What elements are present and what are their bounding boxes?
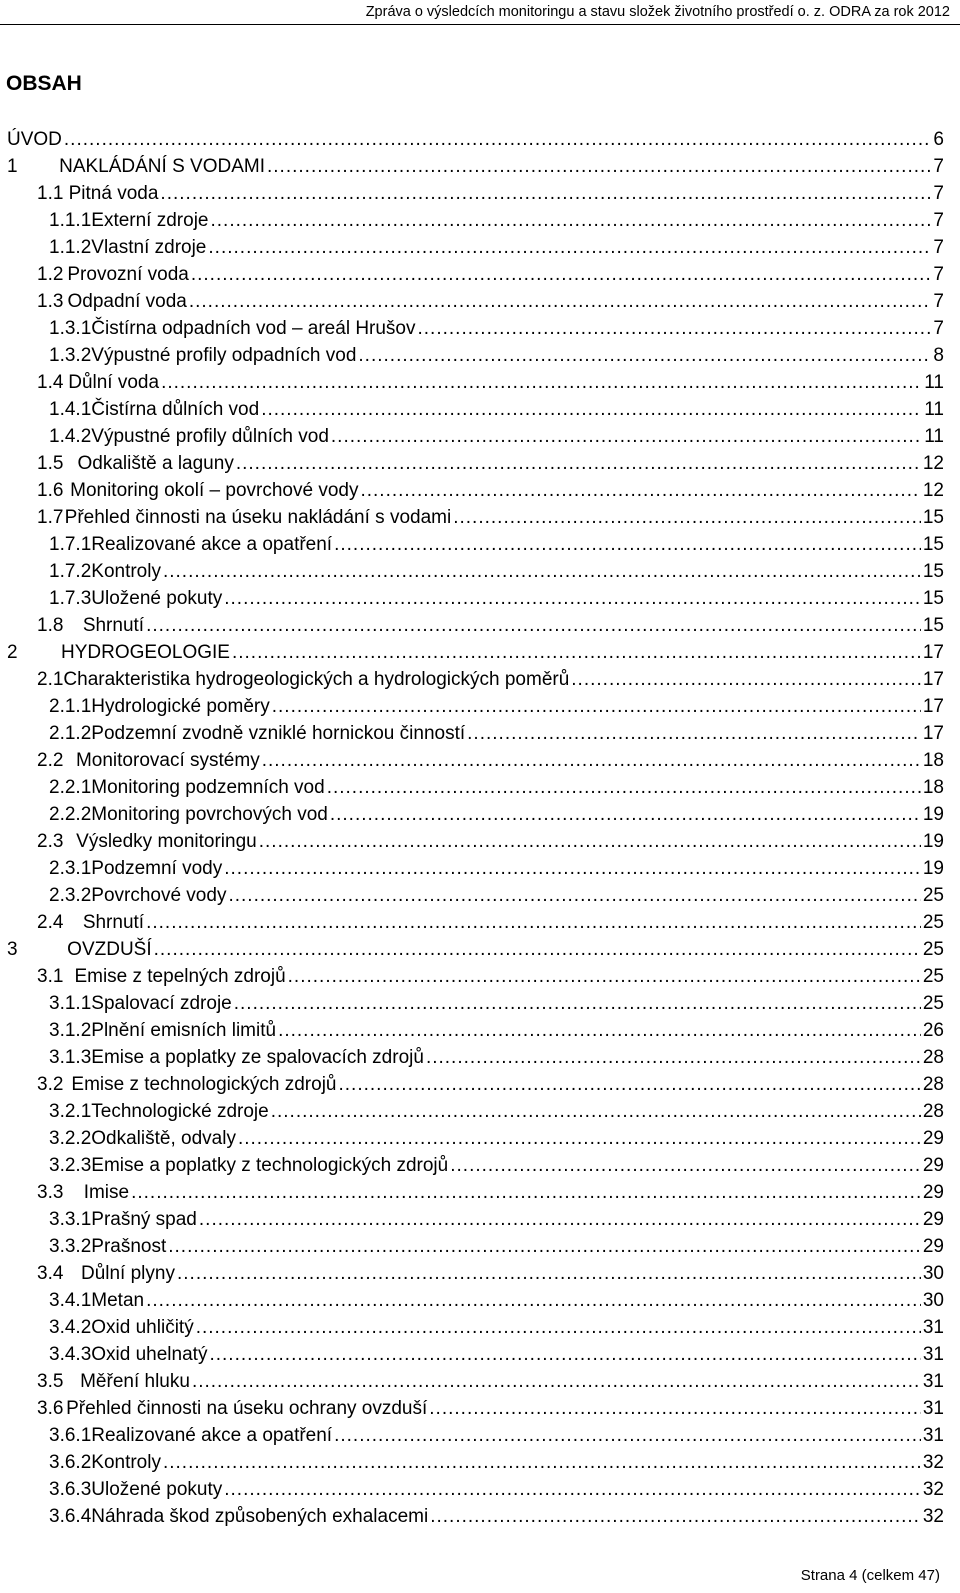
toc-entry-title: NAKLÁDÁNÍ S VODAMI <box>59 156 265 177</box>
running-header: Zpráva o výsledcích monitoringu a stavu složek životního prostředí o. z. ODRA za rok 2012 <box>365 4 950 20</box>
toc-entry-page: 31 <box>922 1371 944 1392</box>
toc-entry-page: 25 <box>922 993 944 1014</box>
toc-dot-leader <box>261 396 922 423</box>
toc-dot-leader <box>154 936 921 963</box>
toc-entry[interactable] <box>7 180 944 207</box>
toc-entry[interactable] <box>7 882 944 909</box>
toc-entry-number: 1.4.1 <box>49 399 92 420</box>
toc-entry-page: 12 <box>922 480 944 501</box>
toc-entry[interactable] <box>7 1449 944 1476</box>
toc-entry-number: 3.6 <box>37 1398 64 1419</box>
toc-entry-number: 2.2.1 <box>49 777 92 798</box>
toc-dot-leader <box>430 1503 921 1530</box>
toc-entry[interactable] <box>7 828 944 855</box>
toc-entry-title: Oxid uhličitý <box>91 1317 194 1338</box>
toc-entry-title: Prašnost <box>91 1236 167 1257</box>
toc-dot-leader <box>467 720 921 747</box>
toc-entry-number: 1.4 <box>37 372 64 393</box>
toc-entry[interactable] <box>7 747 944 774</box>
toc-entry-number: 3.6.2 <box>49 1452 92 1473</box>
toc-entry-title: Shrnutí <box>82 912 145 933</box>
toc-entry-title: Hydrologické poměry <box>91 696 270 717</box>
toc-entry-page: 28 <box>922 1047 944 1068</box>
toc-entry[interactable] <box>7 1314 944 1341</box>
toc-entry-page: 32 <box>922 1506 944 1527</box>
toc-entry-page: 7 <box>933 183 944 204</box>
toc-dot-leader <box>196 1314 921 1341</box>
toc-entry[interactable] <box>7 396 944 423</box>
toc-entry-number: 1.5 <box>37 453 64 474</box>
toc-dot-leader <box>163 1449 921 1476</box>
toc-entry-page: 25 <box>922 966 944 987</box>
toc-entry-title: Čistírna důlních vod <box>91 399 260 420</box>
toc-entry[interactable] <box>7 774 944 801</box>
toc-dot-leader <box>177 1260 921 1287</box>
toc-dot-leader <box>330 801 921 828</box>
toc-entry-title: Metan <box>91 1290 145 1311</box>
toc-entry-page: 29 <box>922 1155 944 1176</box>
toc-dot-leader <box>278 1017 921 1044</box>
toc-entry-number: 2.3.2 <box>49 885 92 906</box>
toc-dot-leader <box>168 1233 921 1260</box>
toc-entry-number: 3.3 <box>37 1182 64 1203</box>
toc-entry-page: 15 <box>922 588 944 609</box>
toc-entry[interactable] <box>7 315 944 342</box>
toc-dot-leader <box>571 666 921 693</box>
toc-dot-leader <box>146 909 921 936</box>
toc-entry[interactable] <box>7 720 944 747</box>
toc-entry-page: 7 <box>933 264 944 285</box>
toc-entry-number: 1.1 <box>37 183 64 204</box>
toc-dot-leader <box>234 990 921 1017</box>
toc-entry-page: 32 <box>922 1452 944 1473</box>
toc-entry-page: 25 <box>922 912 944 933</box>
toc-entry-page: 29 <box>922 1128 944 1149</box>
toc-entry[interactable] <box>7 801 944 828</box>
toc-entry[interactable] <box>7 423 944 450</box>
toc-entry-number: 3.1 <box>37 966 64 987</box>
toc-dot-leader <box>232 639 921 666</box>
toc-entry-title: Měření hluku <box>80 1371 190 1392</box>
toc-entry-page: 31 <box>922 1425 944 1446</box>
toc-entry-number: 1.7.1 <box>49 534 92 555</box>
toc-entry-title: Technologické zdroje <box>91 1101 269 1122</box>
toc-dot-leader <box>288 963 921 990</box>
toc-entry-page: 29 <box>922 1236 944 1257</box>
toc-entry-number: 3.4.2 <box>49 1317 92 1338</box>
toc-entry-title: Monitoring okolí – povrchové vody <box>70 480 359 501</box>
toc-entry-number: 3.4 <box>37 1263 64 1284</box>
toc-dot-leader <box>146 1287 921 1314</box>
toc-dot-leader <box>327 774 921 801</box>
toc-entry-page: 32 <box>922 1479 944 1500</box>
toc-entry-title: Důlní voda <box>68 372 160 393</box>
toc-entry-title: Vlastní zdroje <box>91 237 207 258</box>
toc-entry[interactable] <box>7 1044 944 1071</box>
toc-entry[interactable] <box>7 1233 944 1260</box>
toc-entry-number: 2.1 <box>37 669 64 690</box>
toc-entry[interactable] <box>7 1341 944 1368</box>
toc-entry-number: 1.3.1 <box>49 318 92 339</box>
toc-entry-page: 19 <box>922 804 944 825</box>
toc-entry-number: 1.4.2 <box>49 426 92 447</box>
page-footer: Strana 4 (celkem 47) <box>800 1567 940 1584</box>
toc-entry-number: 2.2 <box>37 750 64 771</box>
toc-dot-leader <box>160 180 931 207</box>
toc-entry[interactable] <box>7 909 944 936</box>
toc-entry[interactable] <box>7 693 944 720</box>
toc-entry-number: 3.3.2 <box>49 1236 92 1257</box>
toc-entry-title: Charakteristika hydrogeologických a hydrologických poměrů <box>63 669 570 690</box>
toc-entry-page: 31 <box>922 1317 944 1338</box>
toc-entry-number: 1.7 <box>37 507 64 528</box>
toc-entry[interactable] <box>7 612 944 639</box>
toc-entry-number: 3.1.3 <box>49 1047 92 1068</box>
toc-entry-title: Odpadní voda <box>67 291 187 312</box>
toc-entry[interactable] <box>7 963 944 990</box>
toc-entry-page: 17 <box>922 723 944 744</box>
toc-entry-title: ÚVOD <box>7 129 62 150</box>
toc-entry-number: 3 <box>7 939 18 960</box>
header-rule <box>0 24 960 25</box>
toc-entry[interactable] <box>7 531 944 558</box>
toc-entry-number: 3.2.3 <box>49 1155 92 1176</box>
toc-entry-title: Pitná voda <box>68 183 159 204</box>
toc-entry-number: 2.2.2 <box>49 804 92 825</box>
toc-dot-leader <box>418 315 932 342</box>
toc-entry[interactable] <box>7 1206 944 1233</box>
toc-entry-number: 3.6.3 <box>49 1479 92 1500</box>
toc-entry-title: Emise z technologických zdrojů <box>71 1074 337 1095</box>
toc-entry-title: Monitoring povrchových vod <box>91 804 328 825</box>
toc-entry-number: 3.2 <box>37 1074 64 1095</box>
toc-entry-number: 3.2.1 <box>49 1101 92 1122</box>
toc-entry-title: Imise <box>83 1182 130 1203</box>
toc-entry-title: Emise z tepelných zdrojů <box>74 966 286 987</box>
toc-entry-title: OVZDUŠÍ <box>67 939 152 960</box>
toc-entry-title: Výpustné profily důlních vod <box>91 426 329 447</box>
toc-entry-number: 1.6 <box>37 480 64 501</box>
toc-entry[interactable] <box>7 342 944 369</box>
toc-entry[interactable] <box>7 207 944 234</box>
toc-entry-title: Plnění emisních limitů <box>91 1020 277 1041</box>
toc-dot-leader <box>64 126 932 153</box>
toc-entry-page: 15 <box>922 534 944 555</box>
toc-entry-page: 11 <box>924 372 944 393</box>
toc-entry[interactable] <box>7 1287 944 1314</box>
toc-dot-leader <box>236 450 921 477</box>
toc-entry[interactable] <box>7 504 944 531</box>
toc-entry[interactable] <box>7 666 944 693</box>
toc-entry-page: 7 <box>933 318 944 339</box>
toc-entry-title: Realizované akce a opatření <box>91 534 333 555</box>
toc-entry-number: 1.3 <box>37 291 64 312</box>
toc-entry-page: 28 <box>922 1101 944 1122</box>
toc-dot-leader <box>272 693 921 720</box>
toc-entry-page: 17 <box>922 642 944 663</box>
toc-entry[interactable] <box>7 1098 944 1125</box>
toc-entry-title: Náhrada škod způsobených exhalacemi <box>91 1506 429 1527</box>
toc-entry-page: 25 <box>922 885 944 906</box>
toc-entry[interactable] <box>7 558 944 585</box>
toc-entry-number: 3.4.1 <box>49 1290 92 1311</box>
toc-entry-page: 7 <box>933 210 944 231</box>
toc-entry-page: 29 <box>922 1209 944 1230</box>
toc-dot-leader <box>208 234 931 261</box>
toc-entry-page: 15 <box>922 507 944 528</box>
toc-entry-page: 8 <box>933 345 944 366</box>
toc-entry-number: 2.3.1 <box>49 858 92 879</box>
toc-entry-page: 11 <box>924 399 944 420</box>
toc-dot-leader <box>224 1476 921 1503</box>
toc-dot-leader <box>360 477 920 504</box>
page-title: OBSAH <box>6 72 82 95</box>
toc-entry[interactable] <box>7 153 944 180</box>
toc-entry[interactable] <box>7 450 944 477</box>
toc-entry[interactable] <box>7 1125 944 1152</box>
toc-entry[interactable] <box>7 639 944 666</box>
toc-entry-number: 1.1.1 <box>49 210 92 231</box>
toc-entry-page: 12 <box>922 453 944 474</box>
toc-dot-leader <box>161 369 922 396</box>
toc-entry-page: 26 <box>922 1020 944 1041</box>
toc-entry-page: 25 <box>922 939 944 960</box>
toc-dot-leader <box>192 1368 921 1395</box>
toc-entry[interactable] <box>7 1017 944 1044</box>
toc-entry-number: 3.1.1 <box>49 993 92 1014</box>
toc-entry-page: 17 <box>922 696 944 717</box>
toc-entry[interactable] <box>7 288 944 315</box>
toc-dot-leader <box>334 1422 921 1449</box>
toc-entry[interactable] <box>7 126 944 153</box>
toc-entry-page: 31 <box>922 1344 944 1365</box>
toc-entry-title: Provozní voda <box>67 264 189 285</box>
toc-entry-title: Externí zdroje <box>91 210 209 231</box>
toc-entry-page: 11 <box>924 426 944 447</box>
toc-entry-number: 1.1.2 <box>49 237 92 258</box>
toc-dot-leader <box>238 1125 921 1152</box>
toc-entry[interactable] <box>7 1152 944 1179</box>
toc-dot-leader <box>453 504 921 531</box>
toc-dot-leader <box>163 558 921 585</box>
toc-entry-page: 7 <box>933 156 944 177</box>
toc-entry-number: 1.7.3 <box>49 588 92 609</box>
toc-entry-number: 1.7.2 <box>49 561 92 582</box>
toc-entry-title: Uložené pokuty <box>91 588 223 609</box>
toc-entry-title: Důlní plyny <box>80 1263 175 1284</box>
toc-entry-title: Oxid uhelnatý <box>91 1344 208 1365</box>
toc-entry-title: Emise a poplatky ze spalovacích zdrojů <box>91 1047 424 1068</box>
toc-entry-page: 18 <box>922 777 944 798</box>
toc-dot-leader <box>199 1206 921 1233</box>
toc-entry-page: 18 <box>922 750 944 771</box>
toc-entry-number: 3.1.2 <box>49 1020 92 1041</box>
toc-entry[interactable] <box>7 855 944 882</box>
toc-entry-number: 2.1.2 <box>49 723 92 744</box>
toc-entry-title: HYDROGEOLOGIE <box>61 642 230 663</box>
toc-entry-page: 31 <box>922 1398 944 1419</box>
toc-entry-number: 1.8 <box>37 615 64 636</box>
toc-entry-page: 30 <box>922 1290 944 1311</box>
toc-dot-leader <box>228 882 920 909</box>
toc-entry-number: 1.2 <box>37 264 64 285</box>
toc-entry-number: 3.5 <box>37 1371 64 1392</box>
toc-entry-title: Podzemní vody <box>91 858 223 879</box>
toc-entry-page: 28 <box>922 1074 944 1095</box>
toc-entry-title: Emise a poplatky z technologických zdrojů <box>91 1155 449 1176</box>
toc-dot-leader <box>191 261 932 288</box>
toc-dot-leader <box>267 153 931 180</box>
toc-entry-title: Čistírna odpadních vod – areál Hrušov <box>91 318 416 339</box>
toc-dot-leader <box>334 531 921 558</box>
toc-entry-title: Výpustné profily odpadních vod <box>91 345 357 366</box>
toc-entry[interactable] <box>7 990 944 1017</box>
toc-entry[interactable] <box>7 1368 944 1395</box>
toc-dot-leader <box>209 1341 920 1368</box>
toc-entry[interactable] <box>7 477 944 504</box>
toc-dot-leader <box>224 585 921 612</box>
toc-entry[interactable] <box>7 1503 944 1530</box>
toc-entry[interactable] <box>7 585 944 612</box>
toc-dot-leader <box>450 1152 921 1179</box>
toc-dot-leader <box>224 855 921 882</box>
toc-entry-number: 2.4 <box>37 912 64 933</box>
toc-entry-page: 19 <box>922 858 944 879</box>
toc-entry[interactable] <box>7 1260 944 1287</box>
toc-entry[interactable] <box>7 1071 944 1098</box>
toc-entry-page: 19 <box>922 831 944 852</box>
toc-entry-number: 1.3.2 <box>49 345 92 366</box>
toc-entry-title: Výsledky monitoringu <box>76 831 257 852</box>
toc-entry-number: 3.4.3 <box>49 1344 92 1365</box>
toc-dot-leader <box>429 1395 921 1422</box>
toc-entry-page: 29 <box>922 1182 944 1203</box>
toc-entry-page: 6 <box>933 129 944 150</box>
toc-dot-leader <box>211 207 932 234</box>
toc-dot-leader <box>271 1098 921 1125</box>
toc-entry-number: 2 <box>7 642 18 663</box>
toc-dot-leader <box>426 1044 921 1071</box>
toc-entry[interactable] <box>7 1476 944 1503</box>
toc-entry-page: 30 <box>922 1263 944 1284</box>
toc-entry-title: Monitoring podzemních vod <box>91 777 325 798</box>
table-of-contents <box>7 126 944 1530</box>
toc-entry-number: 2.1.1 <box>49 696 92 717</box>
toc-entry-number: 3.6.1 <box>49 1425 92 1446</box>
toc-entry[interactable] <box>7 1179 944 1206</box>
toc-dot-leader <box>358 342 931 369</box>
toc-entry-title: Přehled činnosti na úseku ochrany ovzduší <box>66 1398 428 1419</box>
toc-dot-leader <box>189 288 932 315</box>
toc-entry[interactable] <box>7 261 944 288</box>
toc-entry-number: 2.3 <box>37 831 64 852</box>
toc-entry-page: 7 <box>933 291 944 312</box>
toc-entry-title: Podzemní zvodně vzniklé hornickou činností <box>91 723 466 744</box>
toc-entry-title: Kontroly <box>91 1452 161 1473</box>
toc-dot-leader <box>259 828 921 855</box>
toc-entry-page: 15 <box>922 615 944 636</box>
toc-entry-page: 7 <box>933 237 944 258</box>
toc-entry[interactable] <box>7 936 944 963</box>
toc-entry[interactable] <box>7 1422 944 1449</box>
toc-entry-number: 3.2.2 <box>49 1128 92 1149</box>
toc-entry-title: Monitorovací systémy <box>75 750 260 771</box>
toc-dot-leader <box>262 747 921 774</box>
toc-entry-title: Povrchové vody <box>91 885 227 906</box>
toc-entry-title: Spalovací zdroje <box>91 993 232 1014</box>
toc-entry-title: Prašný spad <box>91 1209 197 1230</box>
toc-entry-number: 3.3.1 <box>49 1209 92 1230</box>
toc-dot-leader <box>331 423 922 450</box>
toc-dot-leader <box>146 612 921 639</box>
toc-entry[interactable] <box>7 234 944 261</box>
toc-entry-title: Odkaliště, odvaly <box>91 1128 236 1149</box>
toc-dot-leader <box>131 1179 921 1206</box>
toc-entry-title: Odkaliště a laguny <box>77 453 234 474</box>
toc-entry-page: 17 <box>922 669 944 690</box>
toc-entry-title: Kontroly <box>91 561 161 582</box>
toc-entry-page: 15 <box>922 561 944 582</box>
toc-entry-title: Realizované akce a opatření <box>91 1425 333 1446</box>
toc-entry[interactable] <box>7 1395 944 1422</box>
toc-entry-number: 1 <box>7 156 18 177</box>
toc-entry-number: 3.6.4 <box>49 1506 92 1527</box>
toc-dot-leader <box>339 1071 921 1098</box>
toc-entry-title: Přehled činnosti na úseku nakládání s vodami <box>64 507 452 528</box>
toc-entry[interactable] <box>7 369 944 396</box>
toc-entry-title: Shrnutí <box>82 615 145 636</box>
toc-entry-title: Uložené pokuty <box>91 1479 223 1500</box>
